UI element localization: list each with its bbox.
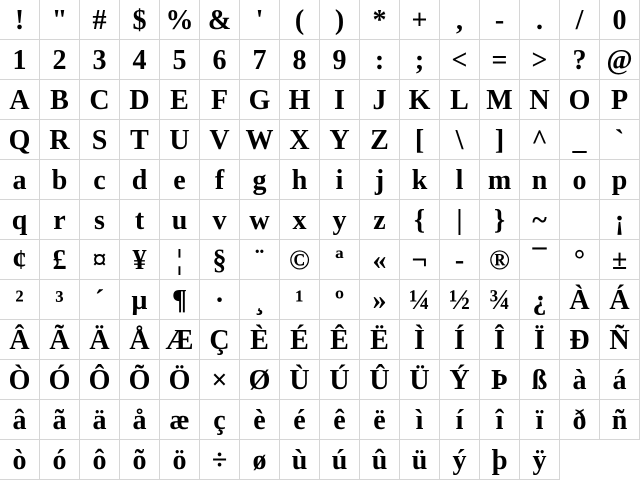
- glyph-cell[interactable]: ¦: [160, 240, 200, 280]
- glyph-cell[interactable]: ø: [240, 440, 280, 480]
- glyph-cell[interactable]: #: [80, 0, 120, 40]
- glyph-cell[interactable]: i: [320, 160, 360, 200]
- glyph-cell[interactable]: °: [560, 240, 600, 280]
- glyph-cell[interactable]: õ: [120, 440, 160, 480]
- glyph-cell[interactable]: Õ: [120, 360, 160, 400]
- glyph-cell[interactable]: q: [0, 200, 40, 240]
- glyph-cell[interactable]: Å: [120, 320, 160, 360]
- glyph-cell[interactable]: Þ: [480, 360, 520, 400]
- glyph-cell[interactable]: M: [480, 80, 520, 120]
- glyph-cell[interactable]: «: [360, 240, 400, 280]
- glyph-cell[interactable]: Î: [480, 320, 520, 360]
- glyph-cell[interactable]: }: [480, 200, 520, 240]
- glyph-cell[interactable]: l: [440, 160, 480, 200]
- glyph-cell[interactable]: x: [280, 200, 320, 240]
- glyph-cell[interactable]: [: [400, 120, 440, 160]
- glyph-cell[interactable]: ê: [320, 400, 360, 440]
- glyph-cell[interactable]: Í: [440, 320, 480, 360]
- glyph-cell[interactable]: Á: [600, 280, 640, 320]
- glyph-cell[interactable]: 9: [320, 40, 360, 80]
- glyph-cell[interactable]: Q: [0, 120, 40, 160]
- glyph-cell[interactable]: C: [80, 80, 120, 120]
- glyph-cell[interactable]: d: [120, 160, 160, 200]
- glyph-cell[interactable]: Ó: [40, 360, 80, 400]
- glyph-cell[interactable]: ): [320, 0, 360, 40]
- glyph-cell[interactable]: o: [560, 160, 600, 200]
- glyph-cell[interactable]: É: [280, 320, 320, 360]
- glyph-cell[interactable]: z: [360, 200, 400, 240]
- glyph-cell[interactable]: .: [520, 0, 560, 40]
- glyph-cell[interactable]: µ: [120, 280, 160, 320]
- glyph-cell[interactable]: ö: [160, 440, 200, 480]
- glyph-cell[interactable]: k: [400, 160, 440, 200]
- glyph-cell[interactable]: §: [200, 240, 240, 280]
- glyph-cell[interactable]: D: [120, 80, 160, 120]
- glyph-cell[interactable]: J: [360, 80, 400, 120]
- glyph-cell[interactable]: ÷: [200, 440, 240, 480]
- glyph-cell[interactable]: Ú: [320, 360, 360, 400]
- glyph-cell[interactable]: Ë: [360, 320, 400, 360]
- glyph-cell[interactable]: P: [600, 80, 640, 120]
- glyph-cell[interactable]: ÿ: [520, 440, 560, 480]
- glyph-cell[interactable]: Ù: [280, 360, 320, 400]
- glyph-cell[interactable]: ª: [320, 240, 360, 280]
- glyph-cell[interactable]: N: [520, 80, 560, 120]
- glyph-cell[interactable]: û: [360, 440, 400, 480]
- glyph-cell[interactable]: O: [560, 80, 600, 120]
- glyph-cell[interactable]: h: [280, 160, 320, 200]
- glyph-cell[interactable]: Ç: [200, 320, 240, 360]
- glyph-cell[interactable]: L: [440, 80, 480, 120]
- glyph-cell[interactable]: ´: [80, 280, 120, 320]
- glyph-cell[interactable]: g: [240, 160, 280, 200]
- glyph-cell[interactable]: ,: [440, 0, 480, 40]
- glyph-cell[interactable]: ©: [280, 240, 320, 280]
- glyph-cell[interactable]: ë: [360, 400, 400, 440]
- glyph-cell[interactable]: Ä: [80, 320, 120, 360]
- glyph-cell[interactable]: /: [560, 0, 600, 40]
- glyph-cell[interactable]: e: [160, 160, 200, 200]
- glyph-cell[interactable]: Ì: [400, 320, 440, 360]
- glyph-cell[interactable]: j: [360, 160, 400, 200]
- glyph-cell[interactable]: _: [560, 120, 600, 160]
- glyph-cell[interactable]: +: [400, 0, 440, 40]
- glyph-cell[interactable]: ¹: [280, 280, 320, 320]
- glyph-cell[interactable]: >: [520, 40, 560, 80]
- glyph-cell[interactable]: r: [40, 200, 80, 240]
- glyph-cell[interactable]: B: [40, 80, 80, 120]
- glyph-cell[interactable]: U: [160, 120, 200, 160]
- glyph-cell[interactable]: {: [400, 200, 440, 240]
- glyph-cell[interactable]: Ï: [520, 320, 560, 360]
- glyph-cell[interactable]: *: [360, 0, 400, 40]
- glyph-cell[interactable]: ü: [400, 440, 440, 480]
- glyph-cell[interactable]: î: [480, 400, 520, 440]
- glyph-cell[interactable]: S: [80, 120, 120, 160]
- glyph-cell[interactable]: ñ: [600, 400, 640, 440]
- glyph-cell[interactable]: £: [40, 240, 80, 280]
- glyph-cell[interactable]: |: [440, 200, 480, 240]
- glyph-cell[interactable]: 2: [40, 40, 80, 80]
- glyph-cell[interactable]: R: [40, 120, 80, 160]
- glyph-cell[interactable]: I: [320, 80, 360, 120]
- glyph-cell[interactable]: :: [360, 40, 400, 80]
- glyph-cell[interactable]: a: [0, 160, 40, 200]
- glyph-cell[interactable]: ô: [80, 440, 120, 480]
- glyph-cell[interactable]: ³: [40, 280, 80, 320]
- glyph-cell[interactable]: W: [240, 120, 280, 160]
- glyph-cell[interactable]: y: [320, 200, 360, 240]
- glyph-cell[interactable]: á: [600, 360, 640, 400]
- glyph-cell[interactable]: å: [120, 400, 160, 440]
- glyph-cell[interactable]: ¢: [0, 240, 40, 280]
- glyph-cell[interactable]: ¬: [400, 240, 440, 280]
- glyph-cell[interactable]: é: [280, 400, 320, 440]
- glyph-cell[interactable]: Ö: [160, 360, 200, 400]
- glyph-cell[interactable]: Ü: [400, 360, 440, 400]
- glyph-cell[interactable]: t: [120, 200, 160, 240]
- glyph-cell[interactable]: 8: [280, 40, 320, 80]
- glyph-cell[interactable]: Z: [360, 120, 400, 160]
- glyph-cell[interactable]: `: [600, 120, 640, 160]
- glyph-cell[interactable]: V: [200, 120, 240, 160]
- glyph-cell[interactable]: Ê: [320, 320, 360, 360]
- glyph-cell[interactable]: í: [440, 400, 480, 440]
- glyph-cell[interactable]: ¯: [520, 240, 560, 280]
- glyph-cell[interactable]: c: [80, 160, 120, 200]
- glyph-cell[interactable]: b: [40, 160, 80, 200]
- glyph-cell[interactable]: =: [480, 40, 520, 80]
- glyph-cell[interactable]: ¿: [520, 280, 560, 320]
- glyph-cell[interactable]: <: [440, 40, 480, 80]
- glyph-cell[interactable]: A: [0, 80, 40, 120]
- glyph-cell[interactable]: F: [200, 80, 240, 120]
- glyph-cell[interactable]: T: [120, 120, 160, 160]
- glyph-cell[interactable]: ±: [600, 240, 640, 280]
- glyph-cell[interactable]: Ò: [0, 360, 40, 400]
- glyph-cell[interactable]: â: [0, 400, 40, 440]
- glyph-cell[interactable]: $: [120, 0, 160, 40]
- glyph-cell[interactable]: ½: [440, 280, 480, 320]
- glyph-cell[interactable]: Ð: [560, 320, 600, 360]
- glyph-cell[interactable]: p: [600, 160, 640, 200]
- glyph-cell[interactable]: Ã: [40, 320, 80, 360]
- glyph-cell[interactable]: &: [200, 0, 240, 40]
- glyph-cell[interactable]: ]: [480, 120, 520, 160]
- glyph-cell[interactable]: -: [480, 0, 520, 40]
- glyph-cell[interactable]: ð: [560, 400, 600, 440]
- glyph-cell[interactable]: H: [280, 80, 320, 120]
- glyph-cell[interactable]: ú: [320, 440, 360, 480]
- glyph-cell[interactable]: @: [600, 40, 640, 80]
- glyph-cell[interactable]: ;: [400, 40, 440, 80]
- glyph-cell[interactable]: ¶: [160, 280, 200, 320]
- glyph-cell[interactable]: Ø: [240, 360, 280, 400]
- glyph-cell[interactable]: X: [280, 120, 320, 160]
- glyph-cell[interactable]: ý: [440, 440, 480, 480]
- glyph-cell[interactable]: m: [480, 160, 520, 200]
- glyph-cell[interactable]: -: [440, 240, 480, 280]
- glyph-cell[interactable]: u: [160, 200, 200, 240]
- glyph-cell[interactable]: ": [40, 0, 80, 40]
- glyph-cell[interactable]: ¡: [600, 200, 640, 240]
- glyph-cell[interactable]: f: [200, 160, 240, 200]
- glyph-cell[interactable]: %: [160, 0, 200, 40]
- glyph-cell[interactable]: þ: [480, 440, 520, 480]
- glyph-cell[interactable]: ò: [0, 440, 40, 480]
- glyph-cell[interactable]: ·: [200, 280, 240, 320]
- glyph-cell[interactable]: s: [80, 200, 120, 240]
- glyph-cell[interactable]: ç: [200, 400, 240, 440]
- glyph-cell[interactable]: 7: [240, 40, 280, 80]
- glyph-cell[interactable]: Ñ: [600, 320, 640, 360]
- glyph-cell[interactable]: Ô: [80, 360, 120, 400]
- glyph-cell[interactable]: Y: [320, 120, 360, 160]
- glyph-cell[interactable]: ²: [0, 280, 40, 320]
- glyph-cell[interactable]: 5: [160, 40, 200, 80]
- glyph-cell[interactable]: ¸: [240, 280, 280, 320]
- glyph-cell[interactable]: w: [240, 200, 280, 240]
- glyph-cell[interactable]: º: [320, 280, 360, 320]
- glyph-cell[interactable]: æ: [160, 400, 200, 440]
- glyph-cell[interactable]: ®: [480, 240, 520, 280]
- glyph-cell[interactable]: 0: [600, 0, 640, 40]
- glyph-cell[interactable]: ^: [520, 120, 560, 160]
- glyph-cell[interactable]: ß: [520, 360, 560, 400]
- glyph-cell[interactable]: È: [240, 320, 280, 360]
- glyph-cell[interactable]: ä: [80, 400, 120, 440]
- glyph-cell[interactable]: !: [0, 0, 40, 40]
- glyph-cell[interactable]: (: [280, 0, 320, 40]
- glyph-cell[interactable]: ¾: [480, 280, 520, 320]
- glyph-cell[interactable]: ¥: [120, 240, 160, 280]
- glyph-cell[interactable]: 4: [120, 40, 160, 80]
- glyph-cell[interactable]: ~: [520, 200, 560, 240]
- glyph-cell[interactable]: ã: [40, 400, 80, 440]
- glyph-cell[interactable]: è: [240, 400, 280, 440]
- glyph-cell[interactable]: [560, 200, 600, 240]
- glyph-cell[interactable]: \: [440, 120, 480, 160]
- glyph-cell[interactable]: 1: [0, 40, 40, 80]
- glyph-cell[interactable]: ¼: [400, 280, 440, 320]
- glyph-cell[interactable]: à: [560, 360, 600, 400]
- glyph-cell[interactable]: v: [200, 200, 240, 240]
- glyph-cell[interactable]: Ý: [440, 360, 480, 400]
- glyph-cell[interactable]: ï: [520, 400, 560, 440]
- glyph-cell[interactable]: 3: [80, 40, 120, 80]
- glyph-cell[interactable]: À: [560, 280, 600, 320]
- glyph-cell[interactable]: 6: [200, 40, 240, 80]
- glyph-cell[interactable]: Û: [360, 360, 400, 400]
- glyph-cell[interactable]: ×: [200, 360, 240, 400]
- glyph-cell[interactable]: Æ: [160, 320, 200, 360]
- glyph-cell[interactable]: ¨: [240, 240, 280, 280]
- glyph-cell[interactable]: Â: [0, 320, 40, 360]
- glyph-cell[interactable]: G: [240, 80, 280, 120]
- glyph-cell[interactable]: ù: [280, 440, 320, 480]
- glyph-cell[interactable]: n: [520, 160, 560, 200]
- glyph-cell[interactable]: ó: [40, 440, 80, 480]
- glyph-cell[interactable]: E: [160, 80, 200, 120]
- glyph-cell[interactable]: ¤: [80, 240, 120, 280]
- glyph-cell[interactable]: ì: [400, 400, 440, 440]
- glyph-cell[interactable]: ': [240, 0, 280, 40]
- glyph-cell[interactable]: »: [360, 280, 400, 320]
- glyph-cell[interactable]: ?: [560, 40, 600, 80]
- glyph-cell[interactable]: K: [400, 80, 440, 120]
